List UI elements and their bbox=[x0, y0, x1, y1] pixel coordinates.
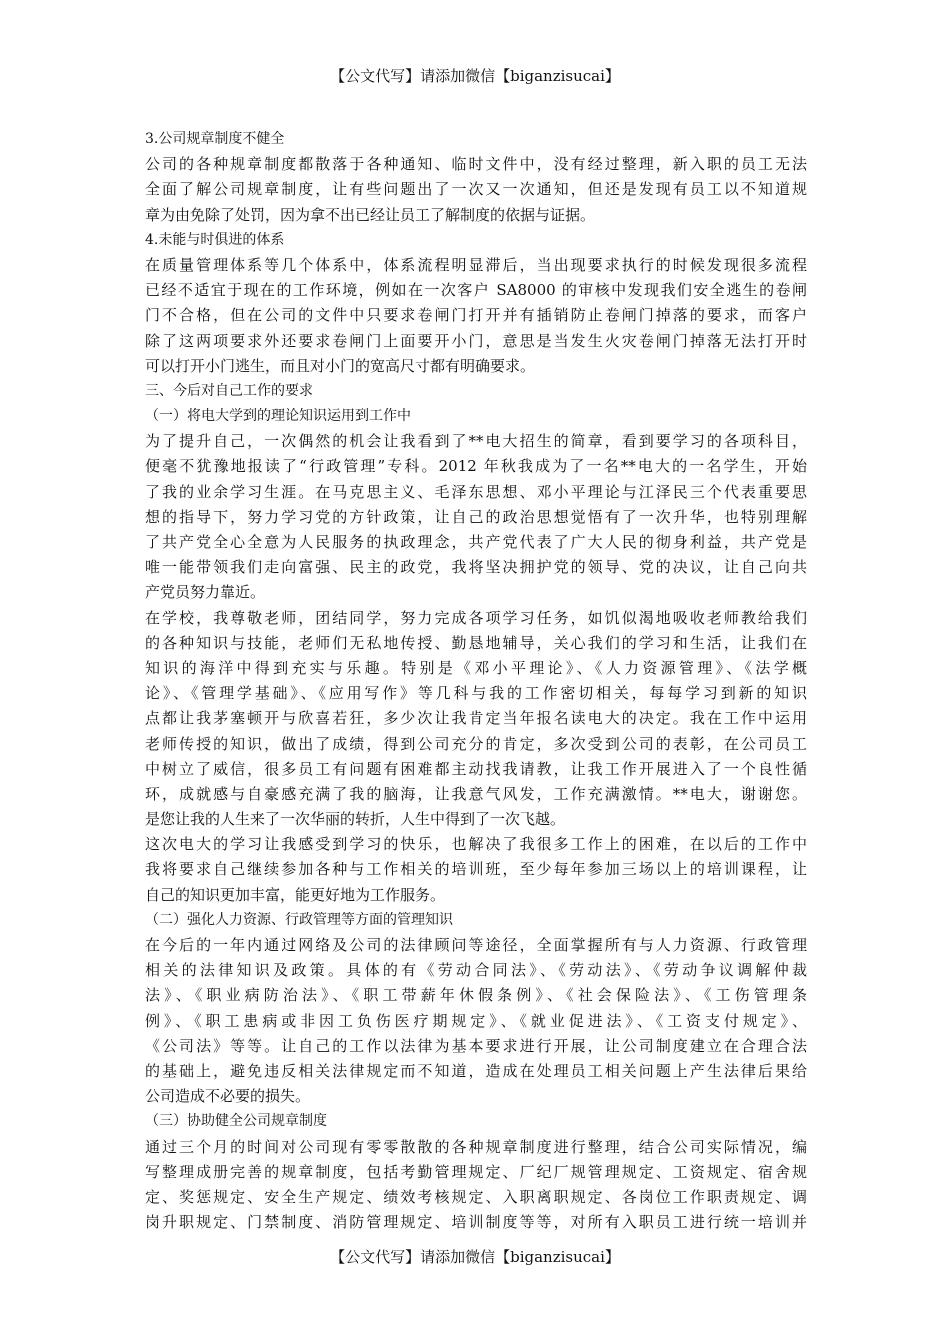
paragraph-line: 环，成就感与自豪感充满了我的脑海，让我意气风发，工作充满激情。**电大，谢谢您。 bbox=[145, 784, 807, 803]
paragraph-line: 知识的海洋中得到充实与乐趣。特别是《邓小平理论》、《人力资源管理》、《法学概 bbox=[145, 658, 807, 677]
paragraph-line: 的各种知识与技能，老师们无私地传授、勤恳地辅导，关心我们的学习和生活，让我们在 bbox=[145, 633, 807, 652]
paragraph-line: 已经不适宜于现在的工作环境，例如在一次客户 SA8000 的审核中发现我们安全逃生的卷闸 bbox=[145, 281, 807, 300]
section-heading-line: 三、今后对自己工作的要求 bbox=[145, 382, 313, 399]
page-footer-note: 【公文代写】请添加微信【biganzisucai】 bbox=[330, 1248, 620, 1266]
document-body bbox=[145, 127, 807, 1235]
section-heading-line: （一）将电大学到的理论知识运用到工作中 bbox=[145, 408, 411, 425]
paragraph-line: 可以打开小门逃生，而且对小门的宽高尺寸都有明确要求。 bbox=[145, 356, 536, 375]
paragraph-line: 为了提升自己，一次偶然的机会让我看到了**电大招生的简章，看到要学习的各项科目， bbox=[145, 432, 807, 451]
paragraph-line: 例》、《职工患病或非因工负伤医疗期规定》、《就业促进法》、《工资支付规定》、 bbox=[145, 1011, 807, 1030]
paragraph-line: 点都让我茅塞顿开与欣喜若狂，多少次让我肯定当年报名读电大的决定。我在工作中运用 bbox=[145, 709, 807, 728]
paragraph-line: 在今后的一年内通过网络及公司的法律顾问等途径，全面掌握所有与人力资源、行政管理 bbox=[145, 936, 807, 954]
paragraph-line: 《公司法》等等。让自己的工作以法律为基本要求进行开展，让公司制度建立在合理合法 bbox=[145, 1036, 807, 1055]
section-heading-line: （二）强化人力资源、行政管理等方面的管理知识 bbox=[145, 911, 453, 928]
paragraph-line: 我将要求自己继续参加各种与工作相关的培训班，至少每年参加三场以上的培训课程，让 bbox=[145, 860, 807, 879]
page-header-note: 【公文代写】请添加微信【biganzisucai】 bbox=[330, 67, 620, 85]
paragraph-line: 的基础上，避免违反相关法律规定而不知道，造成在处理员工相关问题上产生法律后果给 bbox=[145, 1061, 807, 1080]
paragraph-line: 是您让我的人生来了一次华丽的转折，人生中得到了一次飞越。 bbox=[145, 810, 566, 829]
paragraph-line: 法》、《职业病防治法》、《职工带薪年休假条例》、《社会保险法》、《工伤管理条 bbox=[145, 986, 807, 1005]
section-heading-line: 3.公司规章制度不健全 bbox=[145, 131, 285, 147]
paragraph-line: 唯一能带领我们走向富强、民主的政党，我将坚决拥护党的领导、党的决议，让自己向共 bbox=[145, 558, 807, 577]
paragraph-line: 了共产党全心全意为人民服务的执政理念，共产党代表了广大人民的彻身利益，共产党是 bbox=[145, 533, 807, 551]
paragraph-line: 产党员努力靠近。 bbox=[145, 583, 266, 602]
section-heading-line: （三）协助健全公司规章制度 bbox=[145, 1113, 327, 1130]
paragraph-line: 自己的知识更加丰富，能更好地为工作服务。 bbox=[145, 885, 446, 904]
paragraph-line: 通过三个月的时间对公司现有零零散散的各种规章制度进行整理，结合公司实际情况，编 bbox=[145, 1137, 807, 1156]
paragraph-line: 门不合格，但在公司的文件中只要求卷闸门打开并有插销防止卷闸门掉落的要求，而客户 bbox=[145, 306, 807, 325]
paragraph-line: 岗升职规定、门禁制度、消防管理规定、培训制度等等，对所有入职员工进行统一培训并 bbox=[145, 1213, 807, 1232]
paragraph-line: 除了这两项要求外还要求卷闸门上面要开小门，意思是当发生火灾卷闸门掉落无法打开时 bbox=[145, 331, 807, 350]
paragraph-line: 在学校，我尊敬老师，团结同学，努力完成各项学习任务，如饥似渴地吸收老师教给我们 bbox=[145, 608, 807, 627]
paragraph-line: 公司的各种规章制度都散落于各种通知、临时文件中，没有经过整理，新入职的员工无法 bbox=[145, 155, 807, 174]
section-heading-line: 4.未能与时俱进的体系 bbox=[145, 231, 285, 248]
paragraph-line: 全面了解公司规章制度，让有些问题出了一次又一次通知，但还是发现有员工以不知道规 bbox=[145, 180, 807, 199]
paragraph-line: 老师传授的知识，做出了成绩，得到公司充分的肯定，多次受到公司的表彰，在公司员工 bbox=[145, 734, 807, 753]
paragraph-line: 想的指导下，努力学习党的方针政策，让自己的政治思想觉悟有了一次升华，也特别理解 bbox=[145, 507, 807, 526]
paragraph-line: 公司造成不必要的损失。 bbox=[145, 1087, 311, 1106]
paragraph-line: 定、奖惩规定、安全生产规定、绩效考核规定、入职离职规定、各岗位工作职责规定、调 bbox=[145, 1187, 807, 1206]
paragraph-line: 相关的法律知识及政策。具体的有《劳动合同法》、《劳动法》、《劳动争议调解仲裁 bbox=[145, 961, 807, 980]
paragraph-line: 了我的业余学习生涯。在马克思主义、毛泽东思想、邓小平理论与江泽民三个代表重要思 bbox=[145, 482, 807, 501]
paragraph-line: 这次电大的学习让我感受到学习的快乐，也解决了我很多工作上的困难，在以后的工作中 bbox=[145, 835, 807, 854]
paragraph-line: 论》、《管理学基础》、《应用写作》等几科与我的工作密切相关，每每学习到新的知识 bbox=[145, 684, 807, 703]
paragraph-line: 章为由免除了处罚，因为拿不出已经让员工了解制度的依据与证据。 bbox=[145, 205, 596, 224]
paragraph-line: 写整理成册完善的规章制度，包括考勤管理规定、厂纪厂规管理规定、工资规定、宿舍规 bbox=[145, 1162, 807, 1181]
paragraph-line: 中树立了威信，很多员工有问题有困难都主动找我请教，让我工作开展进入了一个良性循 bbox=[145, 759, 807, 778]
paragraph-line: 在质量管理体系等几个体系中，体系流程明显滞后，当出现要求执行的时候发现很多流程 bbox=[145, 255, 807, 274]
paragraph-line: 便毫不犹豫地报读了“行政管理”专科。2012 年秋我成为了一名**电大的一名学生，开始 bbox=[145, 457, 807, 476]
